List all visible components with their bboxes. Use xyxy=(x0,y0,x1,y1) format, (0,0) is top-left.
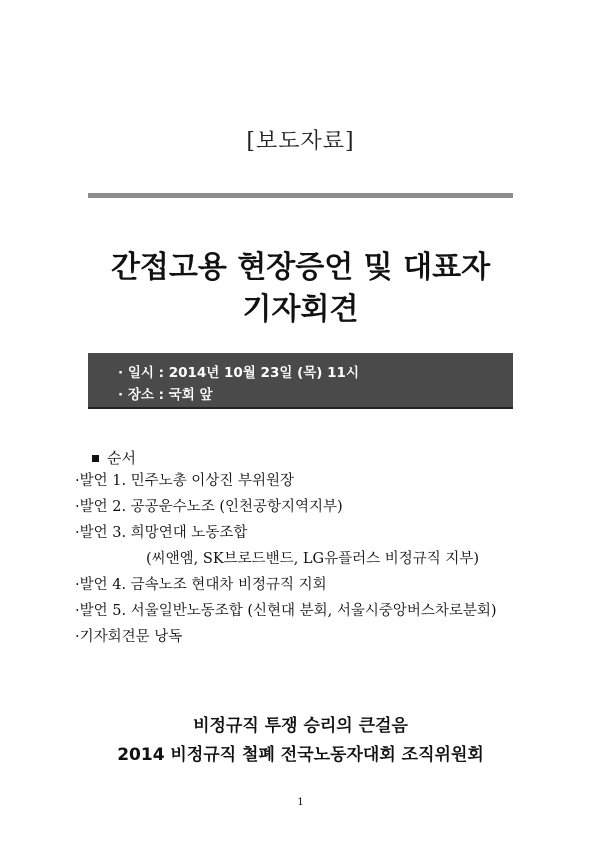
event-datetime: · 일시 : 2014년 10월 23일 (목) 11시 xyxy=(118,365,359,381)
footer-organizer: 2014 비정규직 철폐 전국노동자대회 조직위원회 xyxy=(117,745,484,765)
program-item: ·발언 2. 공공운수노조 (인천공항지역지부) xyxy=(75,499,343,515)
title-line-1: 간접고용 현장증언 및 대표자 xyxy=(110,250,491,285)
page-number: 1 xyxy=(297,797,304,808)
program-item: ·기자회견문 낭독 xyxy=(75,629,183,645)
document-label: [보도자료] xyxy=(246,129,355,154)
program-item: ·발언 5. 서울일반노동조합 (신현대 분회, 서울시중앙버스차로분회) xyxy=(75,603,497,619)
program-heading: 순서 xyxy=(107,449,136,467)
program-item: ·발언 3. 희망연대 노동조합 xyxy=(75,525,248,541)
program-item-detail: (씨앤엠, SK브로드밴드, LG유플러스 비정규직 지부) xyxy=(146,551,480,567)
event-info-box xyxy=(88,353,513,409)
footer-slogan: 비정규직 투쟁 승리의 큰걸음 xyxy=(193,716,408,736)
event-place: · 장소 : 국회 앞 xyxy=(118,387,213,403)
program-item: ·발언 1. 민주노총 이상진 부위원장 xyxy=(75,473,294,489)
title-line-2: 기자회견 xyxy=(242,292,359,327)
square-bullet-icon xyxy=(92,455,99,462)
title-divider xyxy=(88,193,513,198)
program-item: ·발언 4. 금속노조 현대차 비정규직 지회 xyxy=(75,577,327,593)
